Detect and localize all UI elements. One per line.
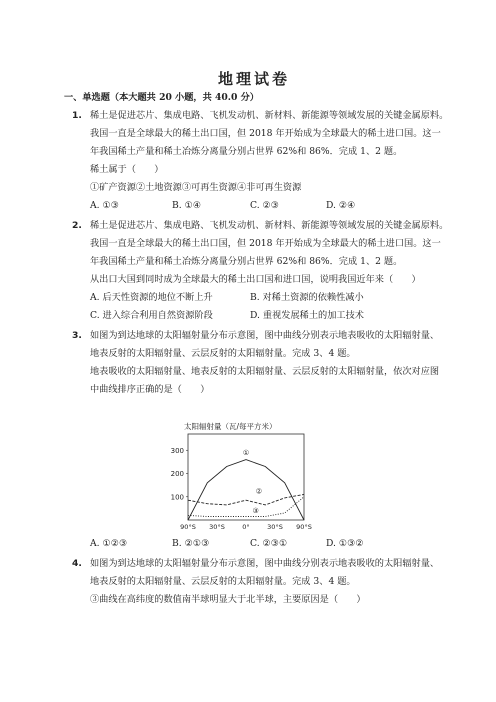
page-title: 地理试卷 bbox=[218, 70, 291, 88]
question-1-line: 稀土是促进芯片、集成电路、飞机发动机、新材料、新能源等领域发展的关键金属原料。 bbox=[90, 110, 449, 121]
question-3-option-a[interactable]: A. ①②③ bbox=[90, 538, 128, 549]
series-line-2 bbox=[188, 494, 304, 505]
curve-label-3: ③ bbox=[252, 507, 259, 516]
x-tick-label: 0° bbox=[242, 523, 250, 531]
section-heading: 一、单选题（本大题共 20 小题，共 40.0 分） bbox=[64, 92, 259, 103]
question-4-number: 4. bbox=[72, 558, 82, 569]
question-1-option-c[interactable]: C. ②③ bbox=[250, 200, 280, 211]
question-3-line: 地表吸收的太阳辐射量、地表反射的太阳辐射量、云层反射的太阳辐射量，依次对应图 bbox=[90, 366, 440, 377]
question-3-option-b[interactable]: B. ②①③ bbox=[172, 538, 210, 549]
question-3-number: 3. bbox=[72, 330, 82, 341]
question-4-line: ③曲线在高纬度的数值南半球明显大于北半球，主要原因是（ ） bbox=[90, 594, 366, 605]
question-4-line: 地表反射的太阳辐射量、云层反射的太阳辐射量。完成 3、4 题。 bbox=[90, 576, 356, 587]
question-1-option-b[interactable]: B. ①④ bbox=[172, 200, 202, 211]
question-3-line: 中曲线排序正确的是（ ） bbox=[90, 384, 210, 395]
question-3-line: 如图为到达地球的太阳辐射量分布示意图，图中曲线分别表示地表吸收的太阳辐射量、 bbox=[90, 330, 440, 341]
y-tick-label: 200 bbox=[170, 470, 184, 479]
question-1-line: 年我国稀土产量和稀土冶炼分离量分别占世界 62%和 86%．完成 1、2 题。 bbox=[90, 146, 403, 157]
question-1-option-d[interactable]: D. ②④ bbox=[326, 200, 356, 211]
question-2-line: 年我国稀土产量和稀土冶炼分离量分别占世界 62%和 86%．完成 1、2 题。 bbox=[90, 256, 403, 267]
question-1-subline: ①矿产资源②土地资源③可再生资源④非可再生资源 bbox=[90, 182, 302, 193]
y-tick-label: 300 bbox=[170, 446, 184, 455]
question-2-option-a[interactable]: A. 后天性资源的地位不断上升 bbox=[90, 292, 213, 303]
curve-label-1: ① bbox=[242, 448, 250, 457]
question-1-option-a[interactable]: A. ①③ bbox=[90, 200, 119, 211]
question-2-line: 稀土是促进芯片、集成电路、飞机发动机、新材料、新能源等领域发展的关键金属原料。 bbox=[90, 220, 449, 231]
x-tick-label: 90°S bbox=[180, 523, 196, 531]
question-2-option-c[interactable]: C. 进入综合利用自然资源阶段 bbox=[90, 310, 213, 321]
x-tick-label: 30°S bbox=[209, 523, 225, 531]
question-3-line: 地表反射的太阳辐射量、云层反射的太阳辐射量。完成 3、4 题。 bbox=[90, 348, 356, 359]
x-tick-label: 30°S bbox=[267, 523, 283, 531]
question-2-option-b[interactable]: B. 对稀土资源的依赖性减小 bbox=[250, 292, 364, 303]
question-3-option-c[interactable]: C. ②③① bbox=[250, 538, 288, 549]
question-2-prompt: 从出口大国到同时成为全球最大的稀土出口国和进口国，说明我国近年来（ ） bbox=[90, 274, 421, 285]
question-2-line: 我国一直是全球最大的稀土出口国，但 2018 年开始成为全球最大的稀土进口国。这一 bbox=[90, 238, 441, 249]
question-1-line: 我国一直是全球最大的稀土出口国，但 2018 年开始成为全球最大的稀土进口国。这一 bbox=[90, 128, 441, 139]
x-tick-label: 90°S bbox=[296, 523, 312, 531]
question-3-option-d[interactable]: D. ①③② bbox=[326, 538, 364, 549]
y-tick-label: 100 bbox=[170, 493, 184, 502]
question-2-option-d[interactable]: D. 重视发展稀土的加工技术 bbox=[250, 310, 364, 321]
question-1-prompt: 稀土属于（ ） bbox=[90, 164, 164, 175]
series-line-1 bbox=[188, 460, 304, 520]
plot-frame bbox=[188, 434, 304, 520]
question-1-number: 1. bbox=[72, 110, 82, 121]
question-2-number: 2. bbox=[72, 220, 82, 231]
question-4-line: 如图为到达地球的太阳辐射量分布示意图，图中曲线分别表示地表吸收的太阳辐射量、 bbox=[90, 558, 440, 569]
solar-radiation-chart bbox=[158, 420, 310, 534]
chart-title: 太阳辐射量（瓦/每平方米） bbox=[184, 422, 277, 431]
curve-label-2: ② bbox=[255, 487, 263, 496]
